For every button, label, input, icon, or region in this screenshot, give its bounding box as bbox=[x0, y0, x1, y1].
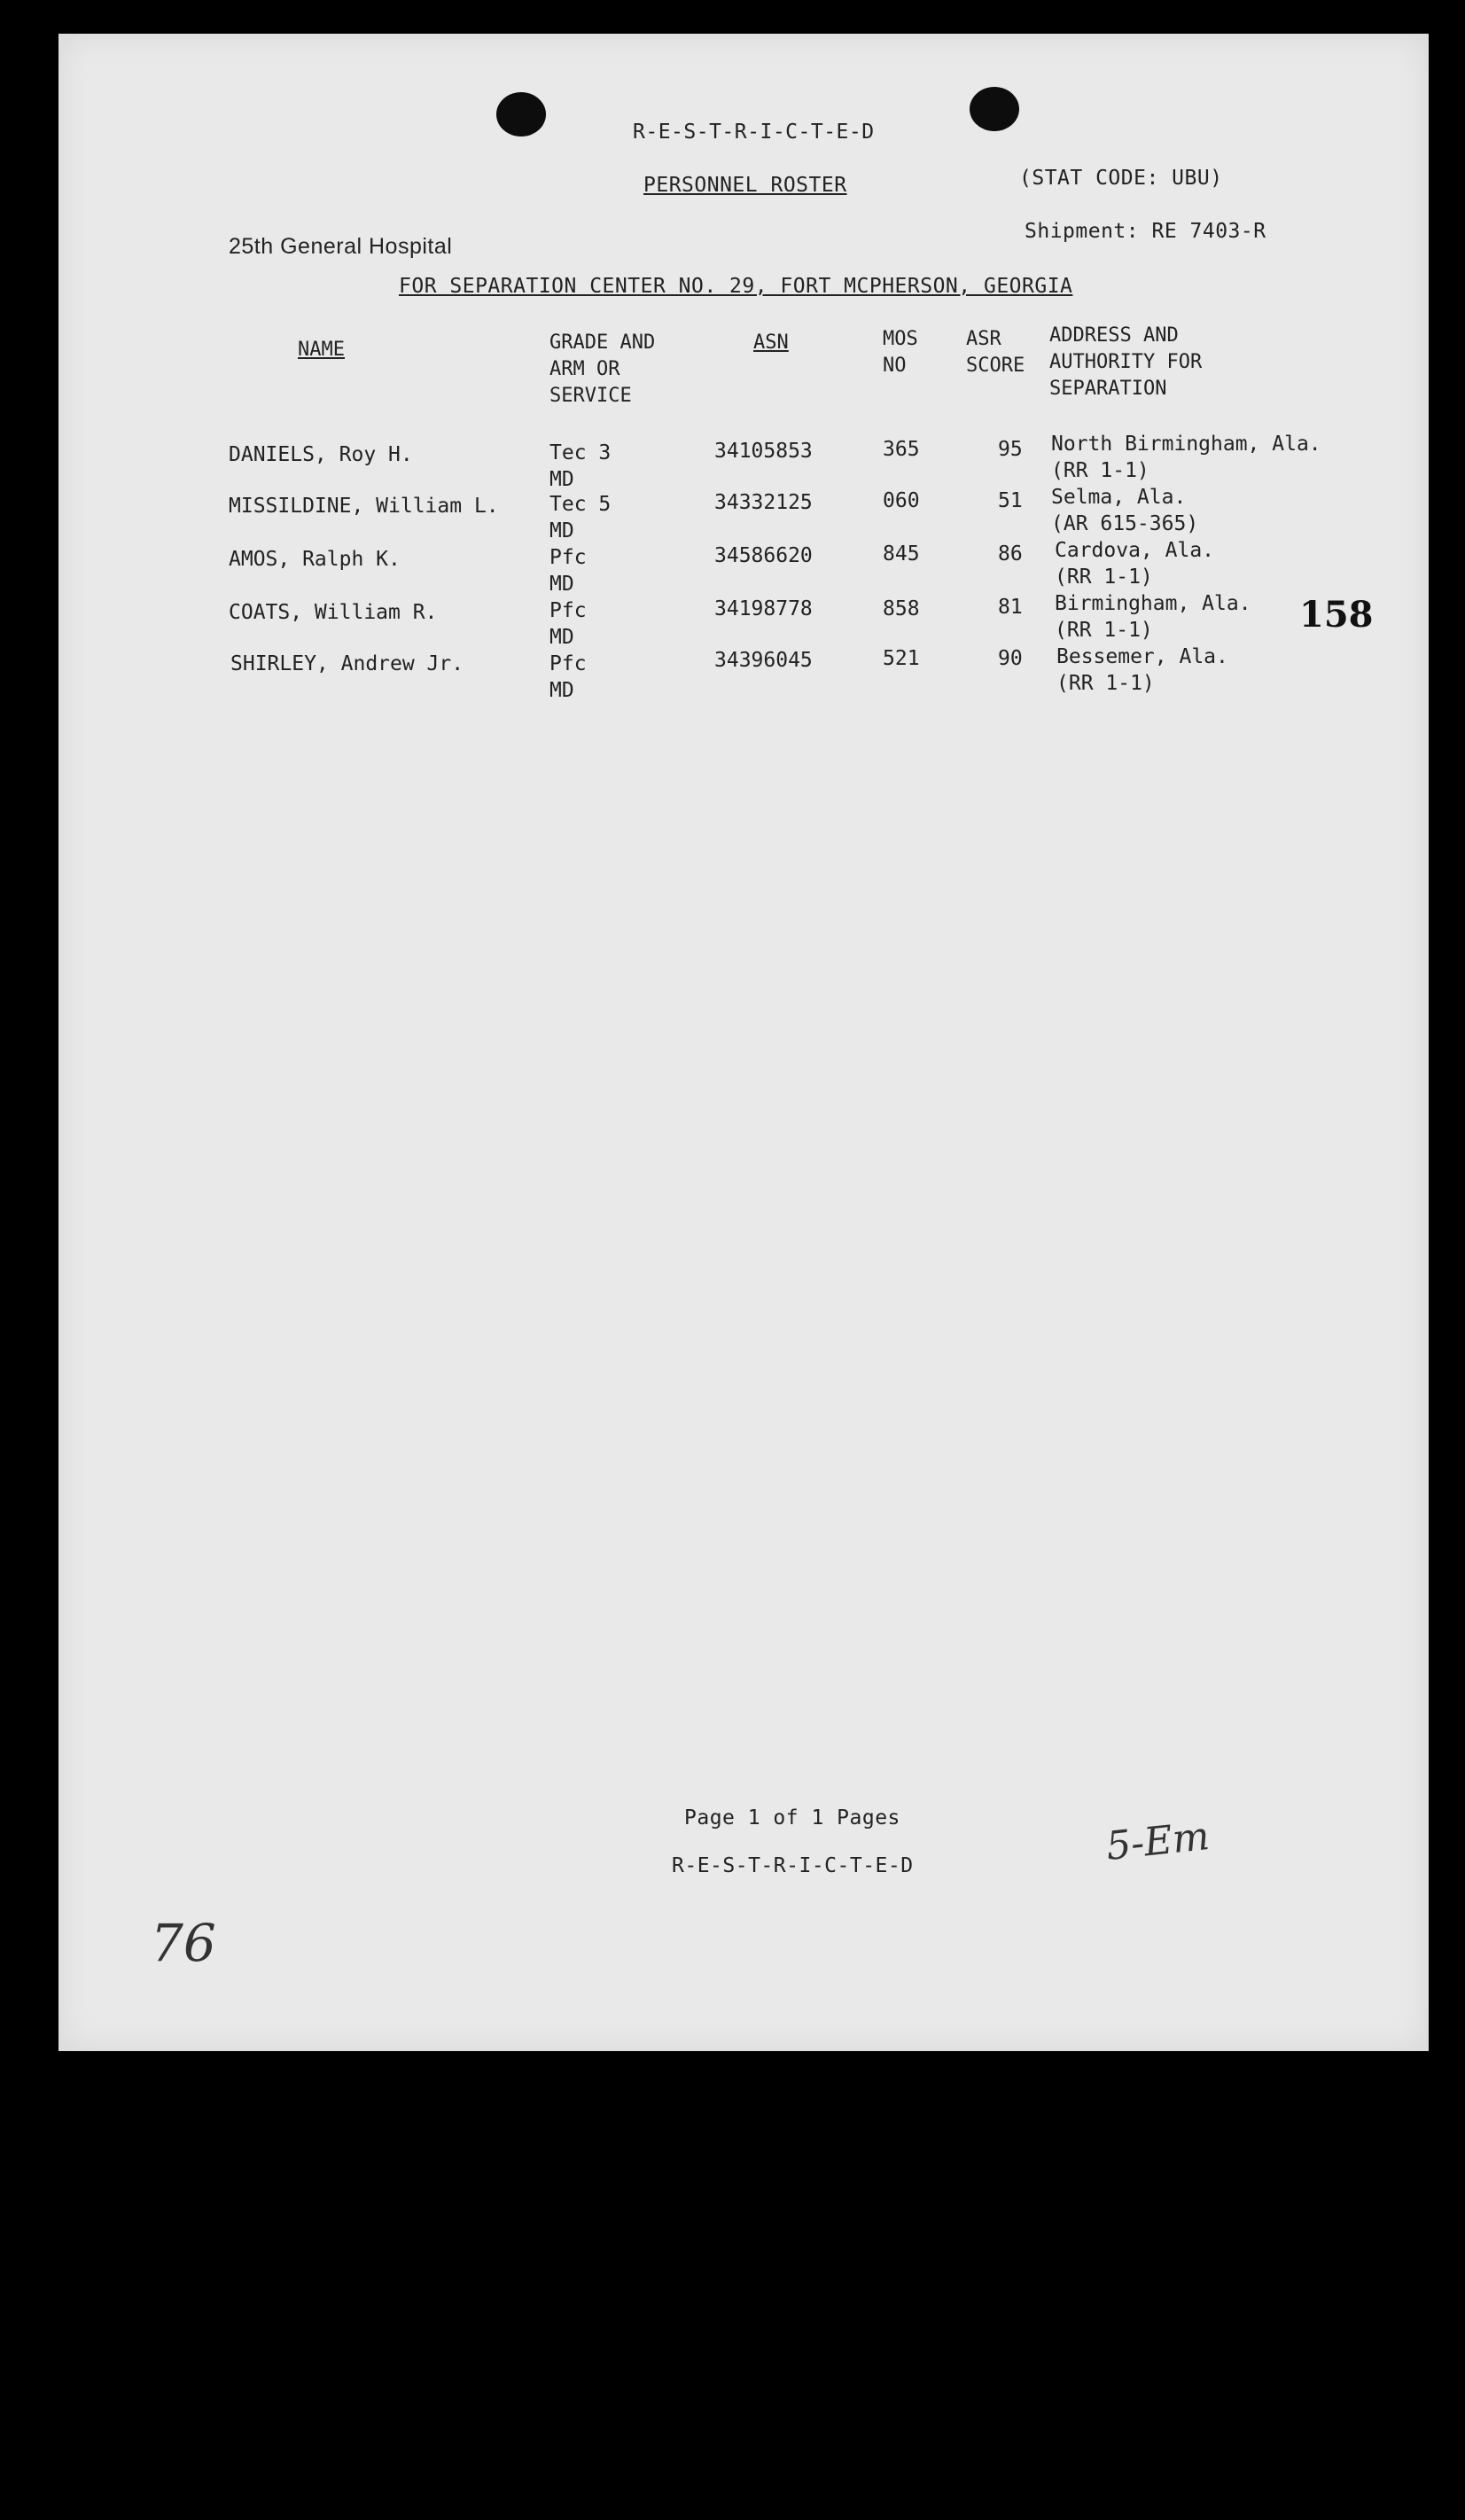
header-asn: ASN bbox=[753, 332, 789, 354]
row-name: COATS, William R. bbox=[229, 601, 438, 624]
row-score: 90 bbox=[998, 647, 1023, 670]
row-mos: 060 bbox=[883, 489, 920, 512]
stat-code: (STAT CODE: UBU) bbox=[1019, 167, 1223, 190]
row-score: 51 bbox=[998, 489, 1023, 512]
row-name: MISSILDINE, William L. bbox=[229, 495, 499, 518]
header-asr-score: ASR SCORE bbox=[966, 328, 1025, 377]
row-grade: Tec 3 MD bbox=[549, 441, 612, 491]
header-mos: MOS NO bbox=[883, 328, 918, 377]
page-info: Page 1 of 1 Pages bbox=[684, 1806, 900, 1830]
restricted-footer: R-E-S-T-R-I-C-T-E-D bbox=[672, 1854, 914, 1877]
row-grade: Pfc MD bbox=[549, 546, 587, 596]
row-asn: 34586620 bbox=[714, 544, 813, 567]
row-name: SHIRLEY, Andrew Jr. bbox=[230, 652, 464, 675]
punch-hole-right bbox=[970, 87, 1019, 131]
row-mos: 365 bbox=[883, 438, 920, 461]
row-score: 86 bbox=[998, 542, 1023, 566]
destination-line: FOR SEPARATION CENTER NO. 29, FORT MCPHERSON, GEORGIA bbox=[399, 275, 1073, 298]
row-asn: 34105853 bbox=[714, 440, 813, 463]
row-grade: Pfc MD bbox=[549, 599, 587, 649]
handwritten-annotation: 5-Em bbox=[1103, 1814, 1212, 1869]
row-name: DANIELS, Roy H. bbox=[229, 443, 413, 466]
row-address: Selma, Ala. (AR 615-365) bbox=[1051, 486, 1199, 535]
row-mos: 858 bbox=[883, 597, 920, 620]
header-address: ADDRESS AND AUTHORITY FOR SEPARATION bbox=[1049, 324, 1203, 400]
unit-name: 25th General Hospital bbox=[229, 234, 453, 259]
row-asn: 34396045 bbox=[714, 649, 813, 672]
header-name: NAME bbox=[298, 339, 345, 361]
row-grade: Tec 5 MD bbox=[549, 493, 612, 542]
roster-title: PERSONNEL ROSTER bbox=[643, 174, 847, 197]
row-score: 95 bbox=[998, 438, 1023, 461]
row-asn: 34198778 bbox=[714, 597, 813, 620]
row-mos: 521 bbox=[883, 647, 920, 670]
document-page bbox=[58, 34, 1429, 2051]
row-address: Cardova, Ala. (RR 1-1) bbox=[1055, 539, 1215, 589]
row-asn: 34332125 bbox=[714, 491, 813, 514]
row-score: 81 bbox=[998, 596, 1023, 619]
handwritten-number: 76 bbox=[151, 1913, 216, 1973]
header-grade: GRADE AND ARM OR SERVICE bbox=[549, 332, 656, 407]
punch-hole-left bbox=[496, 92, 546, 137]
row-address: Bessemer, Ala. (RR 1-1) bbox=[1056, 645, 1228, 695]
row-address: Birmingham, Ala. (RR 1-1) bbox=[1055, 592, 1251, 642]
row-grade: Pfc MD bbox=[549, 652, 587, 702]
stamped-page-number: 158 bbox=[1299, 594, 1374, 636]
row-address: North Birmingham, Ala. (RR 1-1) bbox=[1051, 433, 1321, 482]
shipment-number: Shipment: RE 7403-R bbox=[1025, 220, 1266, 243]
row-name: AMOS, Ralph K. bbox=[229, 548, 401, 571]
row-mos: 845 bbox=[883, 542, 920, 566]
restricted-header: R-E-S-T-R-I-C-T-E-D bbox=[633, 121, 875, 144]
